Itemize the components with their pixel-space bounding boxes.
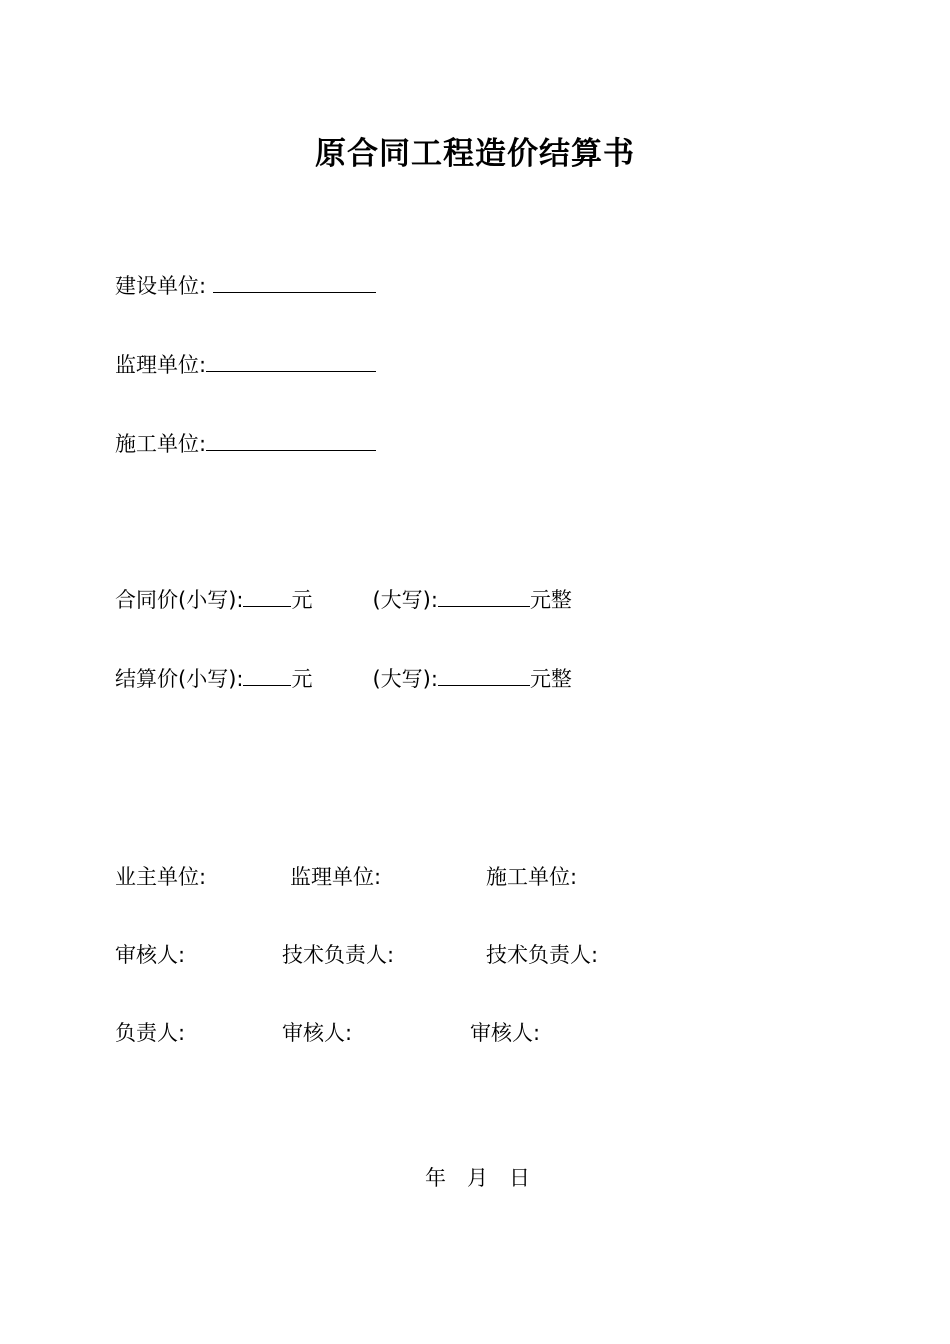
settlement-price-row <box>115 667 572 690</box>
settlement-price-small-label: 结算价(小写): <box>115 667 244 691</box>
contract-price-row <box>115 588 572 611</box>
contractor-unit-label: 施工单位: <box>115 432 207 456</box>
date-month: 月 <box>467 1166 488 1190</box>
supervision-reviewer-label: 审核人: <box>282 1021 353 1045</box>
contract-price-big-unit: 元整 <box>529 588 572 612</box>
contract-price-big-blank[interactable] <box>438 588 530 607</box>
contract-price-big-label: (大写): <box>372 588 438 612</box>
settlement-price-big-unit: 元整 <box>529 667 572 691</box>
date-year: 年 <box>425 1166 446 1190</box>
contractor-tech-lead-label: 技术负责人: <box>486 943 599 967</box>
settlement-price-small-unit: 元 <box>291 667 313 691</box>
construction-unit-blank[interactable] <box>213 274 376 293</box>
supervision-unit-sign-label: 监理单位: <box>290 865 382 889</box>
owner-responsible-label: 负责人: <box>115 1021 186 1045</box>
contract-price-small-unit: 元 <box>291 588 313 612</box>
construction-unit-field <box>115 274 376 297</box>
contract-price-small-label: 合同价(小写): <box>115 588 244 612</box>
document-title: 原合同工程造价结算书 <box>315 136 635 172</box>
contractor-unit-blank[interactable] <box>206 432 376 451</box>
owner-reviewer-label: 审核人: <box>115 943 186 967</box>
settlement-price-small-blank[interactable] <box>243 667 291 686</box>
contractor-unit-field <box>115 432 376 455</box>
date-line <box>425 1168 530 1189</box>
settlement-price-big-label: (大写): <box>372 667 438 691</box>
owner-unit-label: 业主单位: <box>115 865 207 889</box>
contractor-unit-sign-label: 施工单位: <box>486 865 578 889</box>
supervision-unit-label: 监理单位: <box>115 353 207 377</box>
supervision-unit-field <box>115 353 376 376</box>
construction-unit-label: 建设单位: <box>115 274 207 298</box>
supervision-tech-lead-label: 技术负责人: <box>282 943 395 967</box>
supervision-unit-blank[interactable] <box>206 353 376 372</box>
settlement-price-big-blank[interactable] <box>438 667 530 686</box>
date-day: 日 <box>509 1166 530 1190</box>
contract-price-small-blank[interactable] <box>243 588 291 607</box>
contractor-reviewer-label: 审核人: <box>470 1021 541 1045</box>
